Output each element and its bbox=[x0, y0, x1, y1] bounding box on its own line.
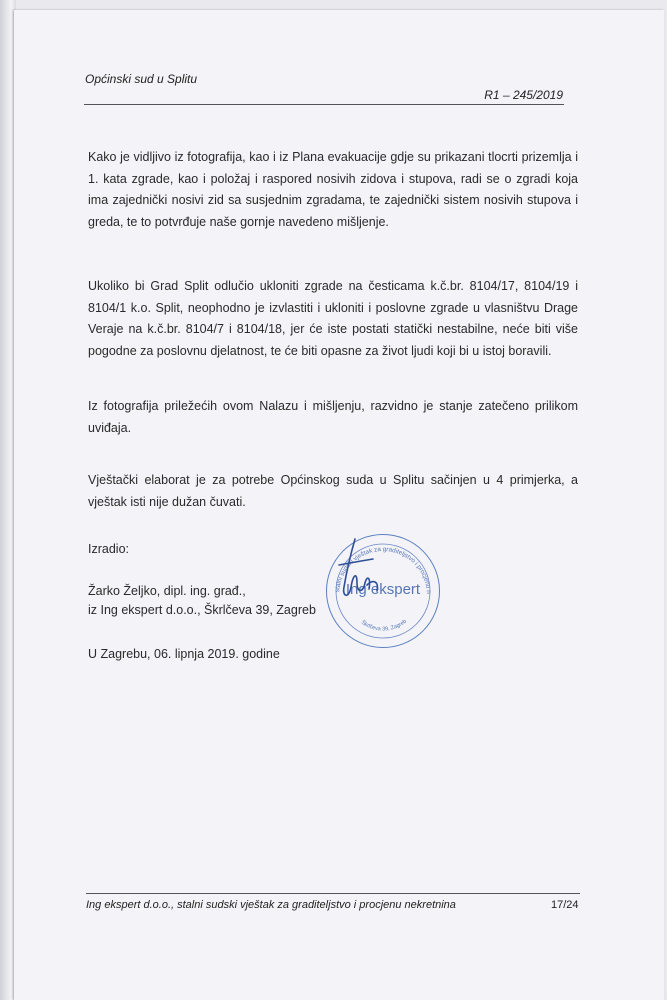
stamp-bottom-text: Škrlčeva 39, Zagreb bbox=[359, 618, 408, 633]
svg-text:Škrlčeva 39, Zagreb bbox=[360, 619, 408, 633]
expert-name: Žarko Željko, dipl. ing. građ., bbox=[88, 584, 246, 598]
paragraph-3: Iz fotografija priležećih ovom Nalazu i mišljenju, razvidno je stanje zatečeno prilikom uviđaja. bbox=[88, 399, 578, 435]
case-number: R1 – 245/2019 bbox=[484, 88, 563, 102]
prepared-by-label: Izradio: bbox=[88, 542, 129, 556]
court-name: Općinski sud u Splitu bbox=[85, 72, 198, 86]
official-stamp bbox=[326, 534, 440, 648]
page-number: 17/24 bbox=[551, 899, 579, 911]
footer-divider bbox=[86, 893, 580, 894]
footer-company: Ing ekspert d.o.o., stalni sudski vještak za graditeljstvo i procjenu nekretnina bbox=[86, 899, 456, 911]
expert-company: iz Ing ekspert d.o.o., Škrlčeva 39, Zagreb bbox=[88, 603, 316, 617]
paragraph-2: Ukoliko bi Grad Split odlučio ukloniti zgrade na česticama k.č.br. 8104/17, 8104/19 i 8104/1 k.o. Split, neophodno je izvlastiti i ukloniti i poslovne zgrade u vlasništvu Drage Veraje na k.č.br. 8104/7 i 8104/18, jer će iste postati statički nestabilne, neće biti više pogodne za poslovnu djelatnost, te će biti opasne za život ljudi koji bi u istoj boravili. bbox=[88, 279, 578, 358]
header-divider bbox=[84, 104, 564, 105]
paragraph-4: Vještački elaborat je za potrebe Općinskog suda u Splitu sačinjen u 4 primjerka, a vještak isti nije dužan čuvati. bbox=[88, 473, 578, 509]
signature-icon bbox=[327, 535, 387, 605]
stamp-center-text: Ing ekspert bbox=[345, 581, 421, 598]
paragraph-1: Kako je vidljivo iz fotografija, kao i iz Plana evakuacije gdje su prikazani tlocrti prizemlja i 1. kata zgrade, kao i položaj i raspored nosivih zidova i stupova, radi se o zgradi koja ima zajednički nosivi zid sa susjednim zgradama, te zajednički sistem nosivih stupova i greda, te to potvrđuje naše gornje navedeno mišljenje. bbox=[88, 150, 578, 229]
place-date: U Zagrebu, 06. lipnja 2019. godine bbox=[88, 647, 280, 661]
stamp-ring-text: stalni sudski vještak za graditeljstvo i procjenu n bbox=[334, 545, 433, 595]
